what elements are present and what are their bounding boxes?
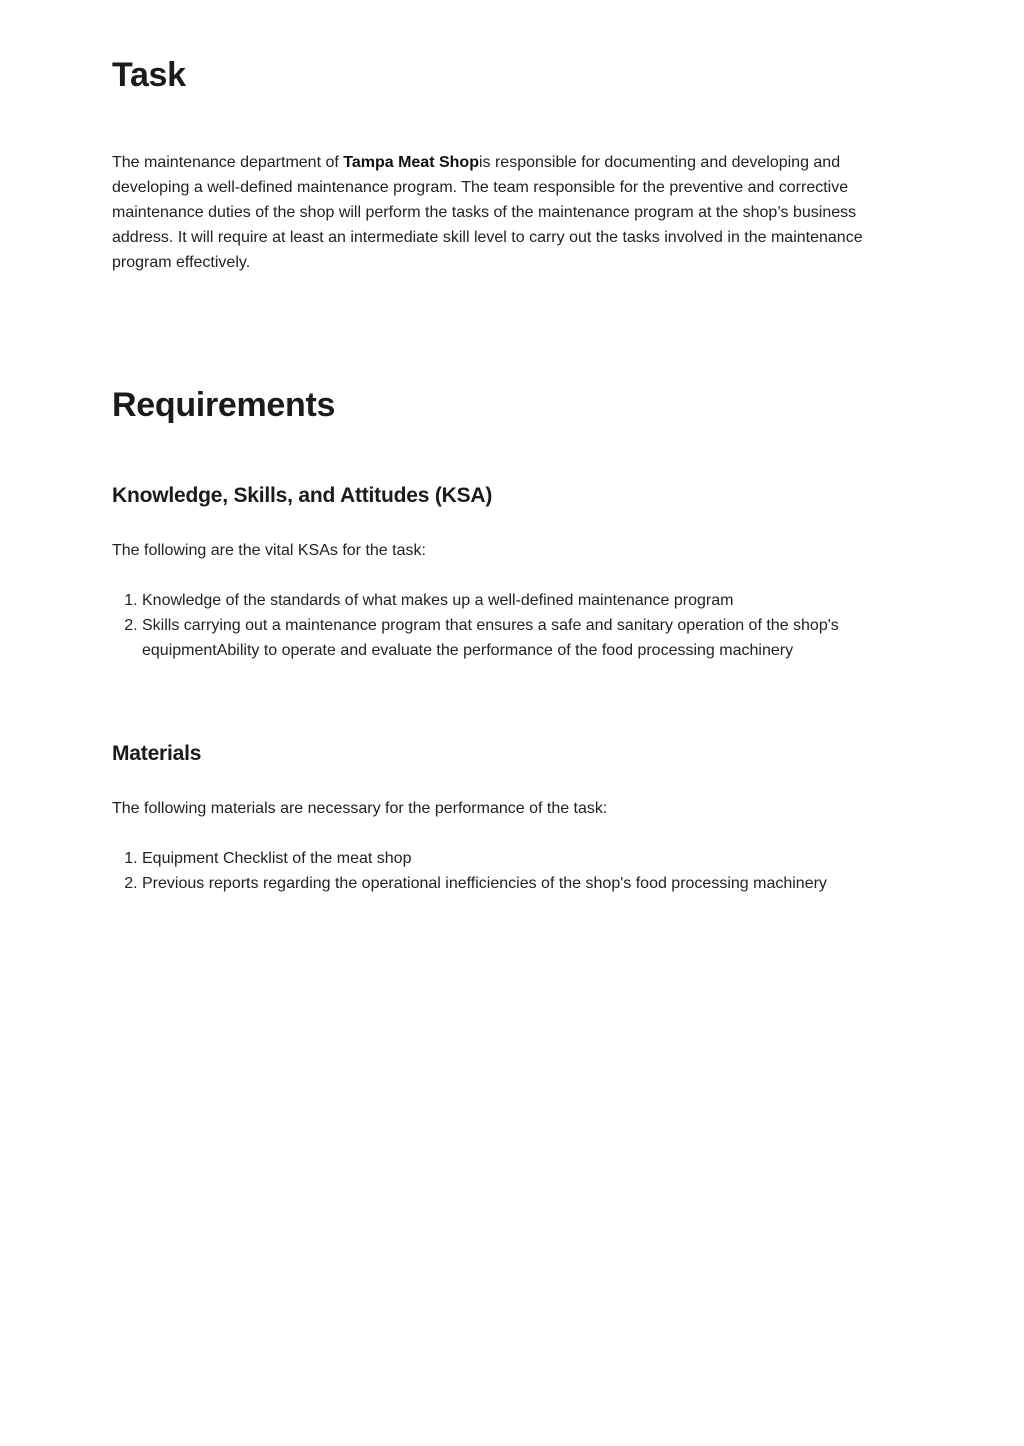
materials-intro: The following materials are necessary for the performance of the task: (112, 800, 608, 817)
materials-list-item: 1. Equipment Checklist of the meat shop (142, 846, 902, 871)
task-paragraph-start: The maintenance department of (112, 154, 344, 171)
task-paragraph (112, 150, 872, 275)
materials-list (112, 846, 902, 896)
company-name: Tampa Meat Shop (343, 154, 479, 171)
task-paragraph-end: is responsible for documenting and developing and developing a well-defined maintenance program. The team responsible for the preventive and corrective maintenance duties of the shop will perform the tasks of the maintenance program at the shop’s business address. It will require at least an intermediate skill level to carry out the tasks involved in the maintenance program effectively. (112, 154, 863, 271)
requirements-heading: Requirements (112, 386, 336, 424)
materials-heading: Materials (112, 742, 202, 765)
ksa-heading: Knowledge, Skills, and Attitudes (KSA) (112, 484, 493, 507)
ksa-list-item: 2. Skills carrying out a maintenance program that ensures a safe and sanitary operation of the shop's equipmentAbility to operate and evaluate the performance of the food processing machinery (142, 613, 902, 663)
ksa-list-item: 1. Knowledge of the standards of what makes up a well-defined maintenance program (142, 588, 902, 613)
task-heading: Task (112, 56, 186, 94)
materials-list-item: 2. Previous reports regarding the operational inefficiencies of the shop's food processing machinery (142, 871, 902, 896)
ksa-list (112, 588, 902, 663)
ksa-intro: The following are the vital KSAs for the task: (112, 542, 426, 559)
